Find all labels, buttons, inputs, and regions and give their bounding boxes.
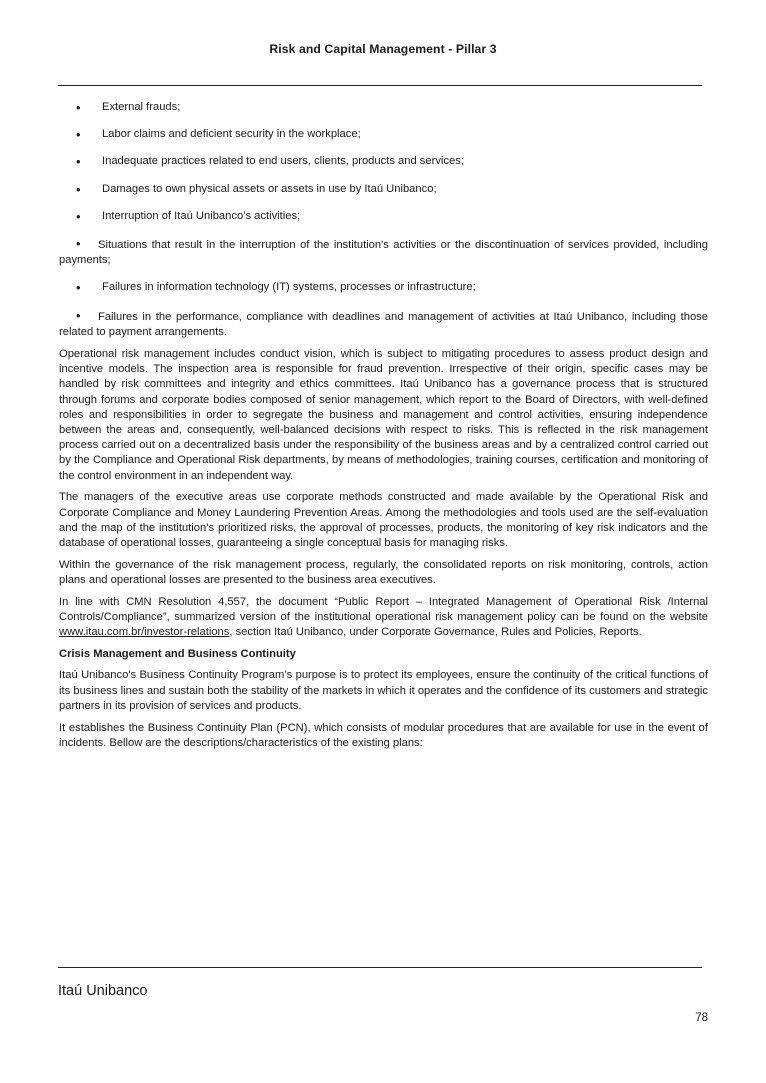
paragraph-business-continuity: Itaú Unibanco's Business Continuity Program’s purpose is to protect its employees, ensure the continuity of the critical functions of its business lines and sustain both the stability of the markets in which it operates and the confidence of its customers and strategic partners in its provision of services and products. [59,669,708,712]
bullet-icon: • [76,280,81,296]
list-item: • Damages to own physical assets or assets in use by Itaú Unibanco; [59,182,708,197]
bullet-icon: • [76,208,81,224]
footer-divider [58,967,702,968]
paragraph-managers: The managers of the executive areas use corporate methods constructed and made available by the Operational Risk and Corporate Compliance and Money Laundering Prevention Areas. Among the methodologies and tools used are the self-evaluation and the map of the institution’s prioritized risks, the approval of processes, products, the monitoring of key risk indicators and the database of operational losses, guaranteeing a single conceptual basis for managing risks. [59,491,708,549]
list-item: • Inadequate practices related to end users, clients, products and services; [59,154,708,169]
investor-relations-link[interactable]: www.itau.com.br/investor-relations [59,625,230,638]
bullet-icon: • [76,100,81,115]
page-header-title: Risk and Capital Management - Pillar 3 [269,42,497,56]
bullet-icon: • [76,236,81,252]
section-heading: Crisis Management and Business Continuity [59,647,296,660]
bullet-icon: • [76,154,81,170]
footer-company-name: Itaú Unibanco [58,983,148,999]
paragraph-cmn-resolution: In line with CMN Resolution 4,557, the document “Public Report – Integrated Management of Operational Risk /Internal Controls/Compliance”, summarized version of the institutional operational risk management policy can be found on the website www.itau.com.br/investor-relations, section Itaú Unibanco, under Corporate Governance, Rules and Policies, Reports. [59,595,708,638]
bullet-icon: • [76,181,81,197]
list-item: • External frauds; [59,100,708,115]
bullet-icon: • [76,127,81,143]
document-body [59,100,708,757]
list-item: • Situations that result in the interruption of the institution's activities or the discontinuation of services provided, including payments; [59,236,708,267]
paragraph-governance: Within the governance of the risk management process, regularly, the consolidated reports on risk monitoring, controls, action plans and operational losses are presented to the business area executives. [59,558,708,586]
list-item: • Interruption of Itaú Unibanco’s activities; [59,209,708,224]
paragraph-pcn: It establishes the Business Continuity Plan (PCN), which consists of modular procedures that are available for use in the event of incidents. Bellow are the descriptions/characteristics of the existing plans: [59,721,708,749]
bullet-icon: • [76,307,81,323]
list-item: • Labor claims and deficient security in the workplace; [59,127,708,142]
paragraph-operational-risk: Operational risk management includes conduct vision, which is subject to mitigating procedures to assess product design and incentive models. The inspection area is responsible for fraud prevention. Irrespective of their origin, specific cases may be handled by risk committees and integrity and ethics committees. Itaú Unibanco has a governance process that is structured through forums and corporate bodies composed of senior management, which report to the Board of Directors, with well-defined roles and responsibilities in order to segregate the business and management and control activities, ensuring independence between the areas and, consequently, well-balanced decisions with respect to risks. This is reflected in the risk management process carried out on a decentralized basis under the responsibility of the business areas and by a centralized control carried out by the Compliance and Operational Risk departments, by means of methodologies, training courses, certification and monitoring of the control environment in an independent way. [59,348,708,482]
list-item: • Failures in the performance, compliance with deadlines and management of activities at Itaú Unibanco, including those related to payment arrangements. [59,307,708,338]
page-number: 78 [695,1012,708,1024]
header-divider [58,85,702,86]
list-item: • Failures in information technology (IT) systems, processes or infrastructure; [59,280,708,295]
